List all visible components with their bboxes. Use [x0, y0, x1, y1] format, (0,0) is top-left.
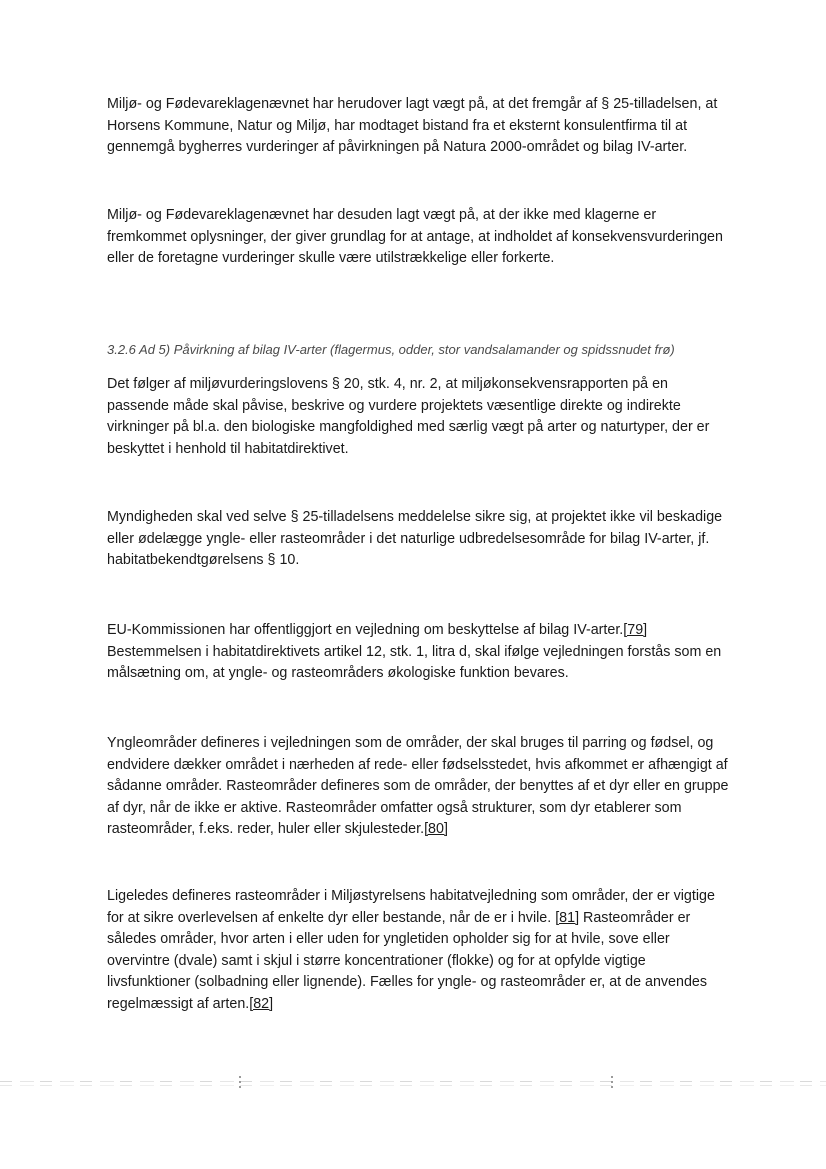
paragraph-text: EU-Kommissionen har offentliggjort en vejledning om beskyttelse af bilag IV-arter.: [107, 622, 624, 638]
scan-artifact-line: [0, 1081, 826, 1082]
paragraph-environmental-assessment-act: Det følger af miljøvurderingslovens § 20, stk. 4, nr. 2, at miljøkonsekvensrapporten på en passende måde skal påvise, beskrive og vurdere projektets væsentlige direkte og indirekte virkninger på bl.a. den biologiske mangfoldighed med særlig vægt på arter og naturtyper, der er beskyttet i henhold til habitatdirektivet.: [107, 376, 710, 457]
paragraph-consultant-review: Miljø- og Fødevareklagenævnet har herudover lagt vægt på, at det fremgår af § 25-tilladelsen, at Horsens Kommune, Natur og Miljø, har modtaget bistand fra et eksternt konsulentfirma til at gennemgå bygherres vurderinger af påvirkningen på Natura 2000-området og bilag IV-arter.: [107, 96, 718, 155]
paragraph-text: Yngleområder defineres i vejledningen som de områder, der skal bruges til parring og fødsel, og endvidere dækker området i nærheden af rede- eller fødselsstedet, hvis afkommet er afhængigt af sådanne områder. Rasteområder defineres som de områder, der benyttes af et dyr eller en gruppe af dyr, når de ikke er aktive. Rasteområder omfatter også strukturer, som dyr etablerer som rasteområder, f.eks. reder, huler eller skjulesteder.: [107, 735, 729, 837]
paragraph-authority-obligation: Myndigheden skal ved selve § 25-tilladelsens meddelelse sikre sig, at projektet ikke vil beskadige eller ødelægge yngle- eller rasteområder i det naturlige udbredelsesområde for bilag IV-arter, jf. habitatbekendtgørelsens § 10.: [107, 509, 723, 568]
footnote-link-81[interactable]: [81]: [555, 909, 580, 926]
paragraph-text: Ligeledes defineres rasteområder i Miljøstyrelsens habitatvejledning som områder, der er vigtige for at sikre overlevelsen af enkelte dyr eller bestande, når de er i hvile.: [107, 888, 715, 926]
paragraph-no-new-information: Miljø- og Fødevareklagenævnet har desuden lagt vægt på, at der ikke med klagerne er fremkommet oplysninger, der giver grundlag for at antage, at indholdet af konsekvensvurderingen eller de foretagne vurderinger skulle være utilstrækkelige eller forkerte.: [107, 207, 723, 266]
footnote-link-82[interactable]: [82]: [249, 995, 274, 1012]
paragraph-text: Bestemmelsen i habitatdirektivets artikel 12, stk. 1, litra d, skal ifølge vejledningen forstås som en målsætning om, at yngle- og rasteområders økologiske funktion bevares.: [107, 643, 722, 681]
scan-artifact-mark: [239, 1076, 241, 1088]
paragraph-eu-guidance: [107, 620, 732, 685]
scan-artifact-mark: [611, 1076, 613, 1088]
paragraph-resting-areas: [107, 886, 732, 1015]
section-heading: 3.2.6 Ad 5) Påvirkning af bilag IV-arter (flagermus, odder, stor vandsalamander og spidssnudet frø): [107, 342, 675, 357]
paragraph-text: Rasteområder er således områder, hvor arten i eller uden for yngletiden opholder sig for at hvile, sove eller overvintre (dvale) samt i skjul i større koncentrationer (flokke) og for at opfylde vigtige livsfunktioner (solbadning eller lignende). Fælles for yngle- og rasteområder er, at de anvendes regelmæssigt af arten.: [107, 909, 708, 1012]
scan-artifact-line: [0, 1085, 826, 1086]
paragraph-breeding-areas: [107, 733, 732, 841]
footnote-link-80[interactable]: [80]: [424, 821, 448, 837]
footnote-link-79[interactable]: [79]: [623, 622, 648, 638]
